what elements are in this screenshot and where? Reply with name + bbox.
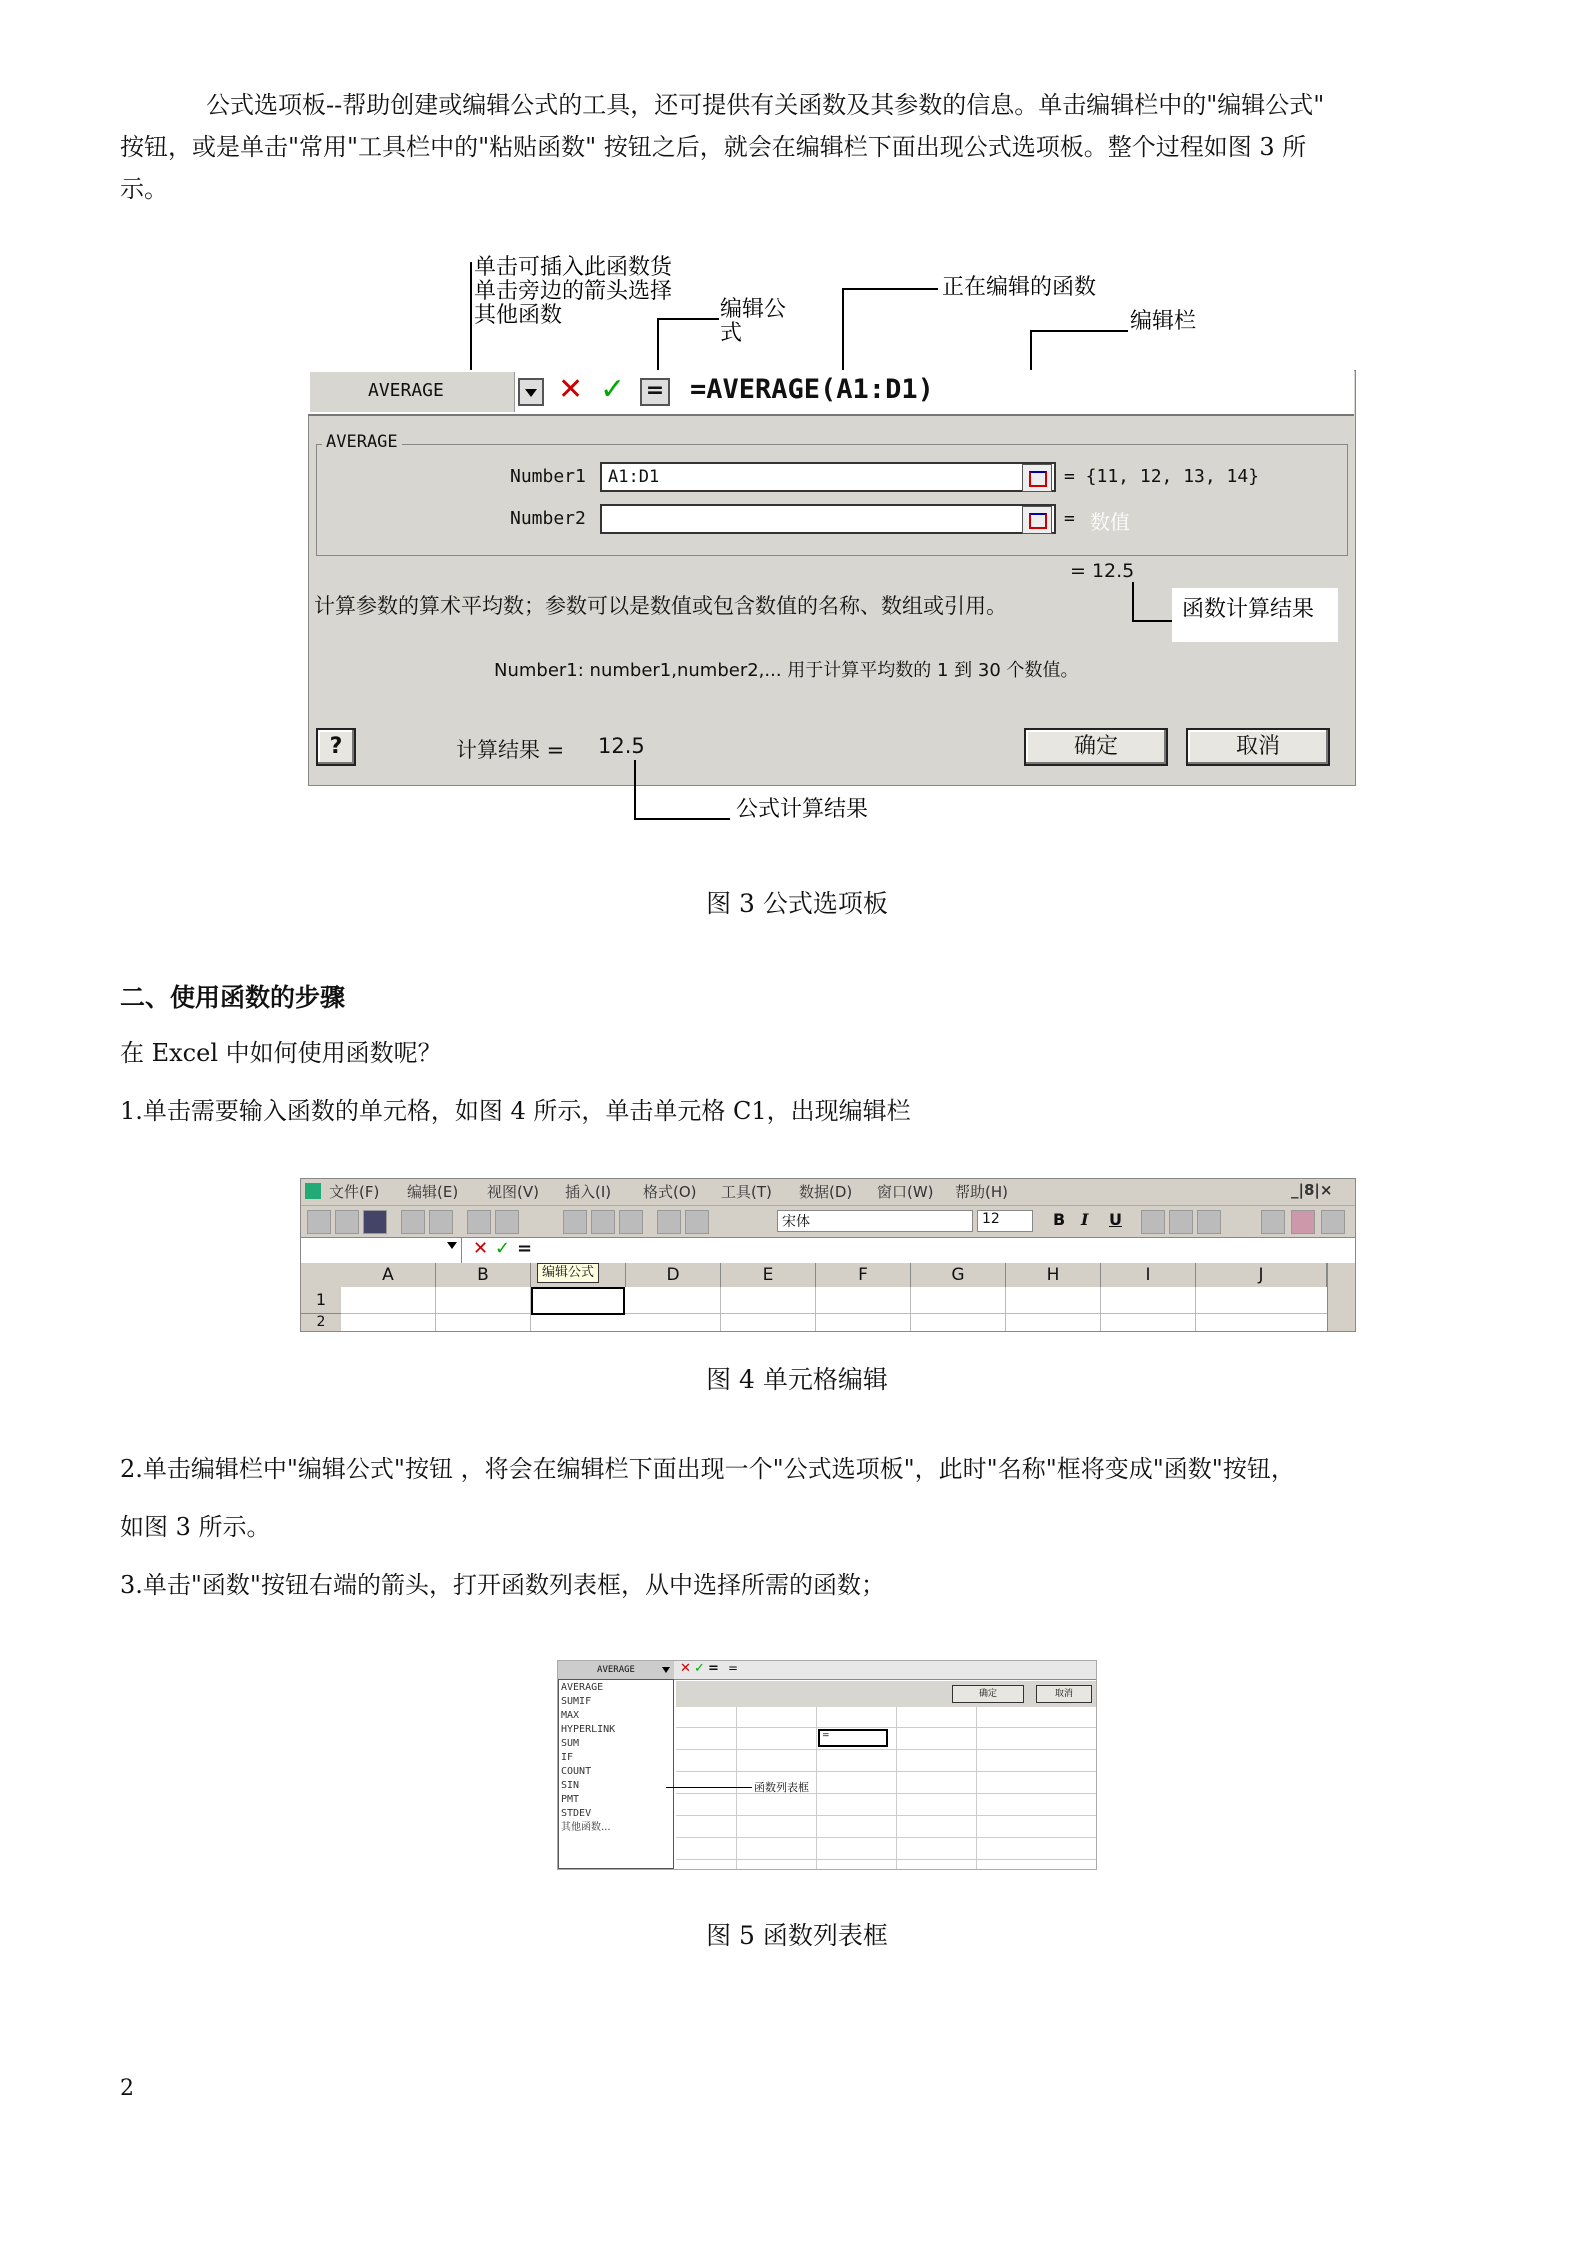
name-box[interactable]: [301, 1238, 462, 1264]
vertical-scrollbar[interactable]: [1327, 1263, 1356, 1331]
function-list-item[interactable]: HYPERLINK: [561, 1724, 616, 1735]
toolbar: [301, 1205, 1355, 1236]
annotation-edit-formula-1: 编辑公: [720, 297, 787, 322]
number2-eq: =: [1064, 508, 1075, 529]
number2-input[interactable]: [600, 504, 1056, 534]
column-header-d[interactable]: D: [626, 1263, 721, 1287]
function-list-item[interactable]: SUM: [561, 1738, 580, 1749]
menu-data[interactable]: 数据(D): [799, 1183, 853, 1201]
name-box-value: AVERAGE: [368, 380, 444, 401]
annotation-insert-line2: 单击旁边的箭头选择: [474, 279, 673, 304]
font-size-select[interactable]: [977, 1210, 1033, 1232]
intro-line-1: 公式选项板--帮助创建或编辑公式的工具，还可提供有关函数及其参数的信息。单击编辑栏中的"编辑公式": [206, 91, 1325, 119]
function-list-item[interactable]: AVERAGE: [561, 1682, 604, 1693]
chart-wizard-icon[interactable]: [657, 1210, 681, 1234]
figure-5-caption: 图 5 函数列表框: [706, 1921, 888, 1950]
edit-formula-button[interactable]: =: [517, 1238, 533, 1259]
enter-icon[interactable]: ✓: [495, 1238, 511, 1259]
step-1: 1.单击需要输入函数的单元格，如图 4 所示，单击单元格 C1，出现编辑栏: [120, 1097, 911, 1125]
menu-edit[interactable]: 编辑(E): [407, 1183, 459, 1201]
cancel-icon[interactable]: ✕: [558, 372, 584, 407]
menu-format[interactable]: 格式(O): [643, 1183, 697, 1201]
function-list-item[interactable]: SUMIF: [561, 1696, 592, 1707]
figure-5-function-list: [557, 1660, 1097, 1870]
function-list-item[interactable]: STDEV: [561, 1808, 592, 1819]
annotation-formula-result: 公式计算结果: [736, 797, 869, 822]
selected-cell-c1[interactable]: [531, 1287, 625, 1315]
chevron-down-icon[interactable]: [447, 1242, 457, 1249]
column-header-g[interactable]: G: [911, 1263, 1006, 1287]
autosum-icon[interactable]: [591, 1210, 615, 1234]
cancel-button[interactable]: 取消: [1186, 728, 1330, 766]
column-header-b[interactable]: B: [436, 1263, 531, 1287]
function-dropdown-button[interactable]: [518, 378, 544, 406]
help-button[interactable]: ?: [316, 728, 356, 766]
cancel-icon[interactable]: ✕: [473, 1238, 489, 1259]
edit-formula-button[interactable]: =: [708, 1661, 719, 1676]
column-header-j[interactable]: J: [1196, 1263, 1327, 1287]
figure-3-caption: 图 3 公式选项板: [706, 889, 888, 918]
annotation-insert-line1: 单击可插入此函数货: [474, 255, 673, 280]
italic-button[interactable]: I: [1081, 1210, 1089, 1229]
number2-label: Number2: [510, 508, 586, 529]
menu-help[interactable]: 帮助(H): [955, 1183, 1008, 1201]
excel-icon: [305, 1183, 321, 1199]
print-icon[interactable]: [401, 1210, 425, 1234]
chevron-down-icon[interactable]: [662, 1667, 670, 1673]
function-list-item[interactable]: IF: [561, 1752, 574, 1763]
edit-formula-button[interactable]: =: [640, 378, 670, 406]
bold-button[interactable]: B: [1053, 1210, 1066, 1229]
collapse-dialog-icon[interactable]: [1022, 506, 1052, 534]
function-list-item[interactable]: SIN: [561, 1780, 580, 1791]
group-title: AVERAGE: [322, 432, 402, 452]
menu-window[interactable]: 窗口(W): [877, 1183, 934, 1201]
open-icon[interactable]: [335, 1210, 359, 1234]
save-icon[interactable]: [363, 1210, 387, 1234]
new-icon[interactable]: [307, 1210, 331, 1234]
align-right-icon[interactable]: [1197, 1210, 1221, 1234]
menu-tools[interactable]: 工具(T): [721, 1183, 772, 1201]
chevron-down-icon: [525, 389, 537, 397]
sheet-grid: [676, 1707, 1096, 1869]
align-center-icon[interactable]: [1169, 1210, 1193, 1234]
page-number: 2: [120, 2076, 134, 2101]
underline-button[interactable]: U: [1109, 1210, 1122, 1229]
function-list-item[interactable]: MAX: [561, 1710, 580, 1721]
number1-result: = {11, 12, 13, 14}: [1064, 466, 1260, 487]
annotation-insert-line3: 其他函数: [474, 303, 563, 328]
name-box[interactable]: [310, 372, 515, 412]
menu-view[interactable]: 视图(V): [487, 1183, 539, 1201]
argument-group: [316, 444, 1348, 556]
font-name-select[interactable]: [777, 1210, 973, 1232]
active-cell[interactable]: =: [818, 1729, 888, 1747]
annotation-current-function: 正在编辑的函数: [942, 275, 1097, 300]
number1-input[interactable]: [600, 462, 1056, 492]
fill-color-icon[interactable]: [1291, 1210, 1315, 1234]
number2-result: 数值: [1090, 510, 1130, 534]
function-name-value: AVERAGE: [597, 1665, 635, 1675]
annotation-function-result: 函数计算结果: [1182, 597, 1315, 622]
step-3: 3.单击"函数"按钮右端的箭头，打开函数列表框，从中选择所需的函数；: [120, 1571, 885, 1599]
section-question: 在 Excel 中如何使用函数呢？: [120, 1039, 442, 1067]
enter-icon[interactable]: ✓: [600, 372, 626, 407]
font-name-value: 宋体: [782, 1214, 810, 1230]
function-list-box[interactable]: [558, 1679, 674, 1869]
align-left-icon[interactable]: [1141, 1210, 1165, 1234]
figure-4-excel-window: [300, 1178, 1356, 1332]
annotation-formula-bar: 编辑栏: [1130, 309, 1197, 334]
function-result: = 12.5: [1070, 560, 1135, 582]
column-header-h[interactable]: H: [1006, 1263, 1101, 1287]
preview-icon[interactable]: [429, 1210, 453, 1234]
enter-icon[interactable]: ✓: [694, 1661, 705, 1676]
step-2-line-1: 2.单击编辑栏中"编辑公式"按钮 ，将会在编辑栏下面出现一个"公式选项板"，此时"名称"框将变成"函数"按钮，: [120, 1455, 1295, 1483]
argument-help: Number1: number1,number2,... 用于计算平均数的 1 到 30 个数值。: [494, 660, 1079, 681]
step-2-line-2: 如图 3 所示。: [120, 1513, 271, 1541]
palette-strip: [676, 1681, 1096, 1707]
formula-bar: [558, 1661, 1096, 1680]
ok-button[interactable]: 确定: [952, 1685, 1024, 1703]
cancel-icon[interactable]: ✕: [680, 1661, 691, 1676]
row-header-2[interactable]: 2: [301, 1314, 341, 1332]
column-header-a[interactable]: A: [341, 1263, 436, 1287]
font-size-value: 12: [982, 1211, 1000, 1227]
function-list-item[interactable]: 其他函数...: [561, 1822, 611, 1833]
annotation-edit-formula-2: 式: [720, 321, 743, 346]
column-header-f[interactable]: F: [816, 1263, 911, 1287]
row-header-1[interactable]: 1: [301, 1287, 341, 1314]
menu-bar: [301, 1179, 1355, 1205]
formula-text[interactable]: =AVERAGE(A1:D1): [690, 374, 934, 405]
paste-function-icon[interactable]: [619, 1210, 643, 1234]
menu-insert[interactable]: 插入(I): [565, 1183, 612, 1201]
menu-file[interactable]: 文件(F): [329, 1183, 380, 1201]
section-heading: 二、使用函数的步骤: [120, 983, 346, 1012]
cancel-button[interactable]: 取消: [1036, 1685, 1092, 1703]
annotation-function-list: 函数列表框: [754, 1781, 809, 1794]
collapse-dialog-icon[interactable]: [1022, 464, 1052, 492]
function-description: 计算参数的算术平均数；参数可以是数值或包含数值的名称、数组或引用。: [314, 594, 1007, 618]
hyperlink-icon[interactable]: [563, 1210, 587, 1234]
ok-button[interactable]: 确定: [1024, 728, 1168, 766]
formula-bar: [301, 1237, 1355, 1265]
select-all-corner[interactable]: [301, 1263, 342, 1287]
function-list-item[interactable]: PMT: [561, 1794, 580, 1805]
function-result-label-box: [1172, 588, 1338, 642]
intro-line-2: 按钮，或是单击"常用"工具栏中的"粘贴函数" 按钮之后，就会在编辑栏下面出现公式选项板。整个过程如图 3 所: [120, 133, 1307, 161]
column-header-i[interactable]: I: [1101, 1263, 1196, 1287]
sheet-grid: [301, 1287, 1327, 1331]
calc-result-value: 12.5: [598, 734, 645, 758]
edit-formula-tooltip: 编辑公式: [537, 1263, 599, 1283]
number1-value: A1:D1: [608, 467, 660, 487]
window-controls[interactable]: _|8|×: [1291, 1181, 1333, 1199]
function-list-item[interactable]: COUNT: [561, 1766, 592, 1777]
figure-4-caption: 图 4 单元格编辑: [706, 1365, 888, 1394]
calc-result-label: 计算结果 =: [456, 738, 565, 762]
number1-label: Number1: [510, 466, 586, 487]
function-name-box[interactable]: [558, 1661, 674, 1679]
paste-icon[interactable]: [467, 1210, 491, 1234]
undo-icon[interactable]: [495, 1210, 519, 1234]
drawing-icon[interactable]: [685, 1210, 709, 1234]
formula-text: =: [728, 1661, 739, 1675]
intro-line-3: 示。: [120, 175, 168, 203]
borders-icon[interactable]: [1261, 1210, 1285, 1234]
column-header-e[interactable]: E: [721, 1263, 816, 1287]
formula-palette: [308, 370, 1356, 786]
font-color-icon[interactable]: [1321, 1210, 1345, 1234]
